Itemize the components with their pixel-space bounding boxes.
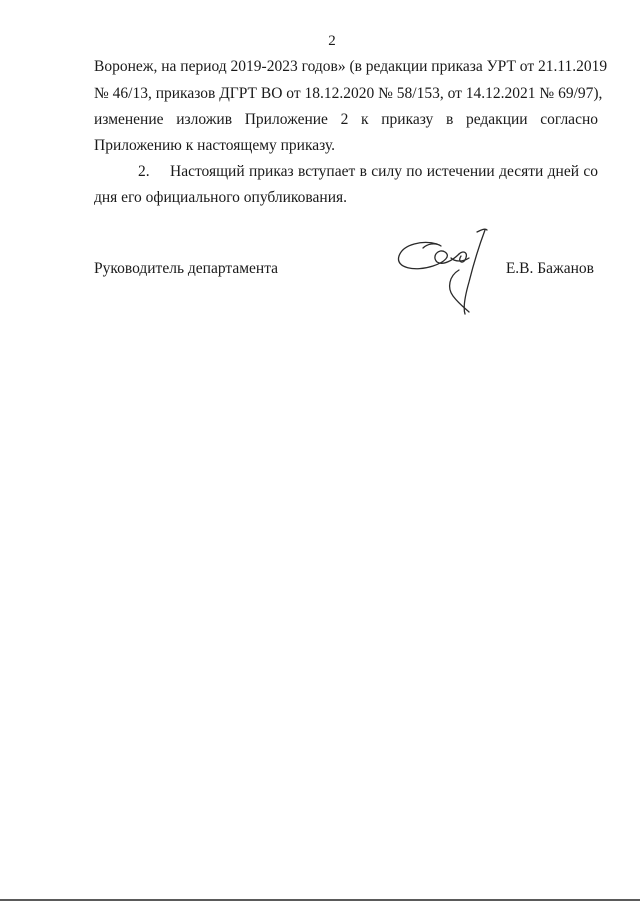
paragraph-2-line-1 [138,162,598,182]
paragraph-2-line-2: дня его официального опубликования. [94,189,348,206]
paragraph-1-line-2: № 46/13, приказов ДГРТ ВО от 18.12.2020 № 58/153, от 14.12.2021 № 69/97), [94,85,603,102]
signatory-position: Руководитель департамента [94,260,279,277]
scan-bottom-edge [0,899,640,901]
paragraph-1-line-4: Приложению к настоящему приказу. [94,137,336,154]
paragraph-2-text: Настоящий приказ вступает в силу по истечении десяти дней со [170,163,598,180]
paragraph-1-line-1: Воронеж, на период 2019-2023 годов» (в редакции приказа УРТ от 21.11.2019 [94,58,608,75]
paragraph-1-line-3: изменение изложив Приложение 2 к приказу в редакции согласно [94,111,598,128]
handwritten-signature [393,226,497,318]
signatory-name: Е.В. Бажанов [505,260,594,277]
paragraph-2-number: 2. [138,163,150,180]
page-number: 2 [328,33,336,49]
